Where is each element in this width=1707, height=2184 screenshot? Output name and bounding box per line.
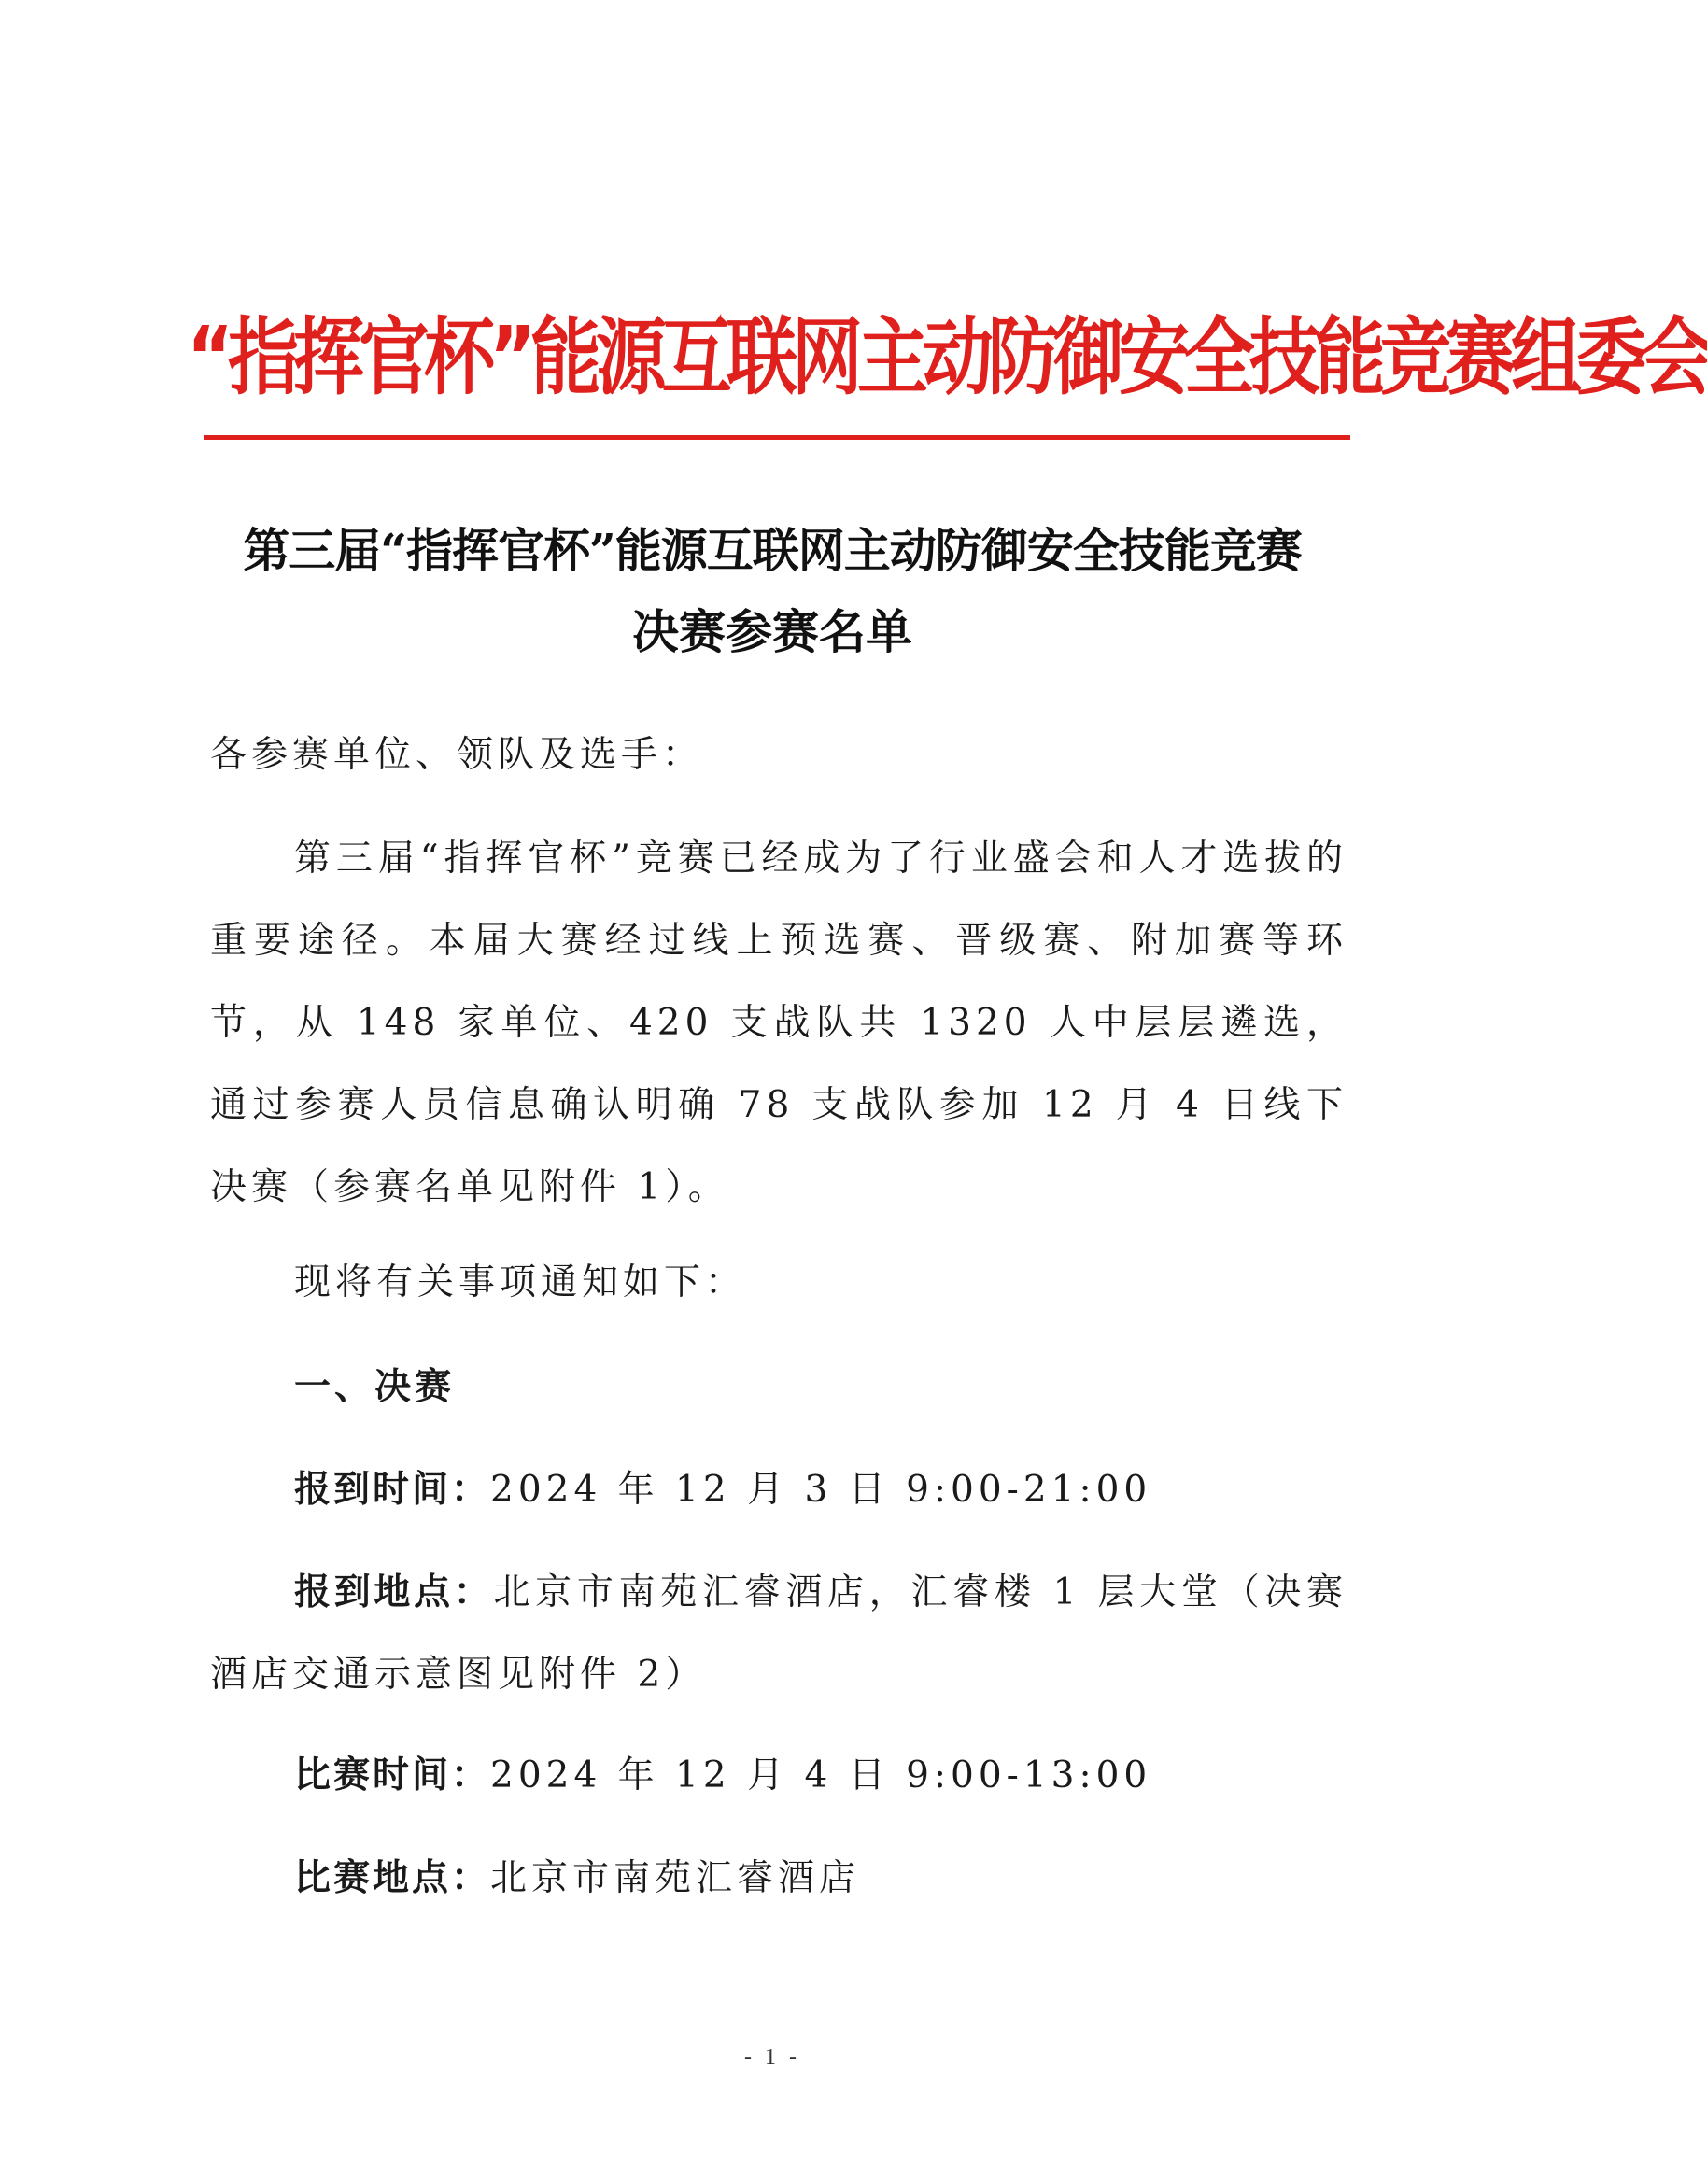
intro-paragraph: 第三届“指挥官杯”竞赛已经成为了行业盛会和人才选拔的重要途径。本届大赛经过线上预选赛、晋级赛、附加赛等环节，从 148 家单位、420 支战队共 1320 人中层层遴选，通过参赛人员信息确认明确 78 支战队参加 12 月 4 日线下决赛（参赛名单见附件 1）。: [210, 838, 1347, 1208]
checkin-time-label: 报到时间：: [294, 1469, 491, 1511]
checkin-time-item: [210, 1449, 1347, 1531]
notice-paragraph: 现将有关事项通知如下：: [294, 1261, 747, 1303]
checkin-time-value: 2024 年 12 月 3 日 9:00-21:00: [490, 1469, 1152, 1511]
letterhead-red-rule: [204, 435, 1350, 440]
document-title-line-1: 第三届“指挥官杯”能源互联网主动防御安全技能竞赛: [243, 523, 1302, 578]
salutation: 各参赛单位、领队及选手：: [210, 734, 704, 776]
checkin-location-label: 报到地点：: [294, 1571, 494, 1613]
competition-location-value: 北京市南苑汇睿酒店: [490, 1857, 861, 1899]
document-title-line-2: 决赛参赛名单: [632, 604, 912, 659]
competition-location-label: 比赛地点：: [294, 1857, 491, 1899]
competition-time-item: [210, 1735, 1347, 1817]
letterhead-organization-name: “指挥官杯”能源互联网主动防御安全技能竞赛组委会: [187, 307, 1707, 406]
competition-location-item: [210, 1838, 1347, 1920]
checkin-location-value: 北京市南苑汇睿酒店，汇睿楼 1 层大堂（决赛酒店交通示意图见附件 2）: [210, 1571, 1347, 1696]
page-number: - 1 -: [744, 2045, 800, 2069]
competition-time-label: 比赛时间：: [294, 1754, 491, 1797]
competition-time-value: 2024 年 12 月 4 日 9:00-13:00: [490, 1754, 1152, 1797]
checkin-location-item: [210, 1552, 1347, 1716]
section-heading-finals: 一、决赛: [294, 1366, 456, 1408]
